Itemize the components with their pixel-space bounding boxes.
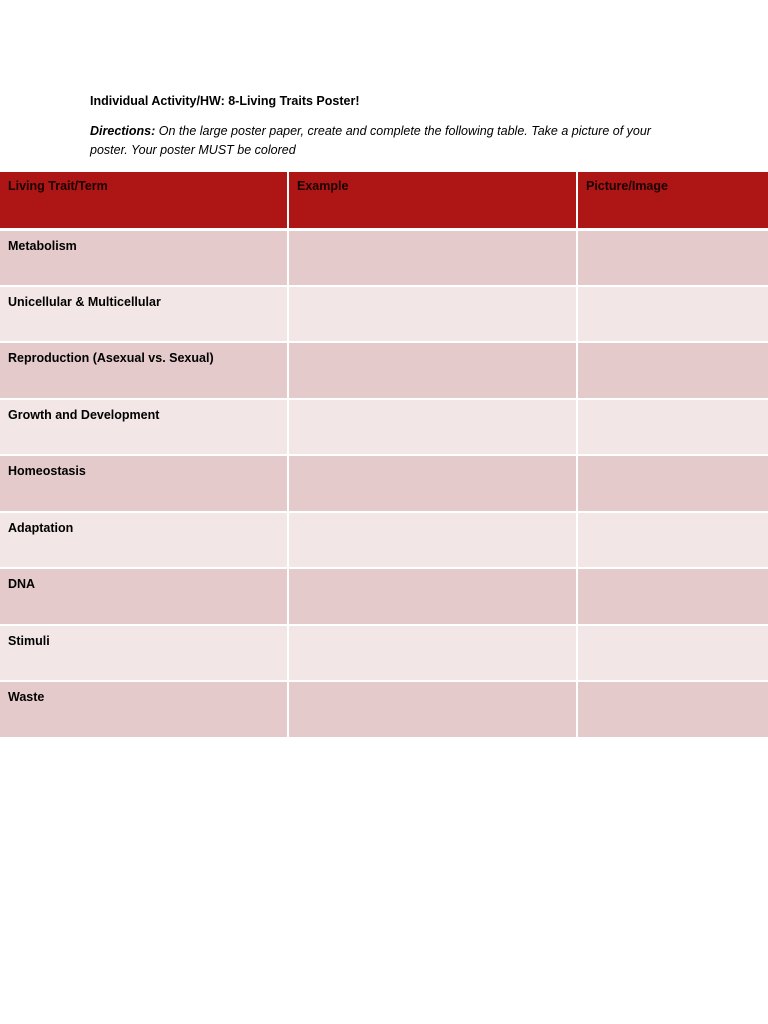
table-row: [0, 568, 768, 625]
picture-cell: [577, 286, 768, 343]
example-cell: [288, 342, 577, 399]
example-cell: [288, 455, 577, 512]
picture-cell: [577, 681, 768, 738]
table-row: [0, 342, 768, 399]
directions-label: Directions:: [90, 124, 156, 138]
table-row: [0, 229, 768, 286]
example-cell: [288, 625, 577, 682]
example-cell: [288, 399, 577, 456]
table-row: [0, 455, 768, 512]
picture-cell: [577, 625, 768, 682]
example-cell: [288, 286, 577, 343]
table-header-row: [0, 171, 768, 229]
directions-text: On the large poster paper, create and complete the following table. Take a picture of your poster. Your poster MUST be colored: [90, 124, 651, 157]
table-row: [0, 512, 768, 569]
picture-cell: [577, 455, 768, 512]
picture-cell: [577, 342, 768, 399]
trait-cell: DNA: [0, 568, 288, 625]
table-row: [0, 286, 768, 343]
example-cell: [288, 229, 577, 286]
trait-cell: Adaptation: [0, 512, 288, 569]
document-title: Individual Activity/HW: 8-Living Traits Poster!: [90, 94, 360, 108]
table-row: [0, 399, 768, 456]
trait-cell: Reproduction (Asexual vs. Sexual): [0, 342, 288, 399]
table-row: [0, 681, 768, 738]
picture-cell: [577, 229, 768, 286]
picture-cell: [577, 568, 768, 625]
trait-cell: Unicellular & Multicellular: [0, 286, 288, 343]
example-cell: [288, 512, 577, 569]
example-cell: [288, 568, 577, 625]
living-traits-table: [0, 170, 768, 739]
trait-cell: Homeostasis: [0, 455, 288, 512]
trait-cell: Metabolism: [0, 229, 288, 286]
trait-cell: Waste: [0, 681, 288, 738]
example-cell: [288, 681, 577, 738]
directions-paragraph: [90, 122, 690, 159]
header-example: Example: [288, 171, 577, 229]
header-picture-image: Picture/Image: [577, 171, 768, 229]
table-row: [0, 625, 768, 682]
picture-cell: [577, 512, 768, 569]
header-living-trait: Living Trait/Term: [0, 171, 288, 229]
picture-cell: [577, 399, 768, 456]
trait-cell: Growth and Development: [0, 399, 288, 456]
trait-cell: Stimuli: [0, 625, 288, 682]
